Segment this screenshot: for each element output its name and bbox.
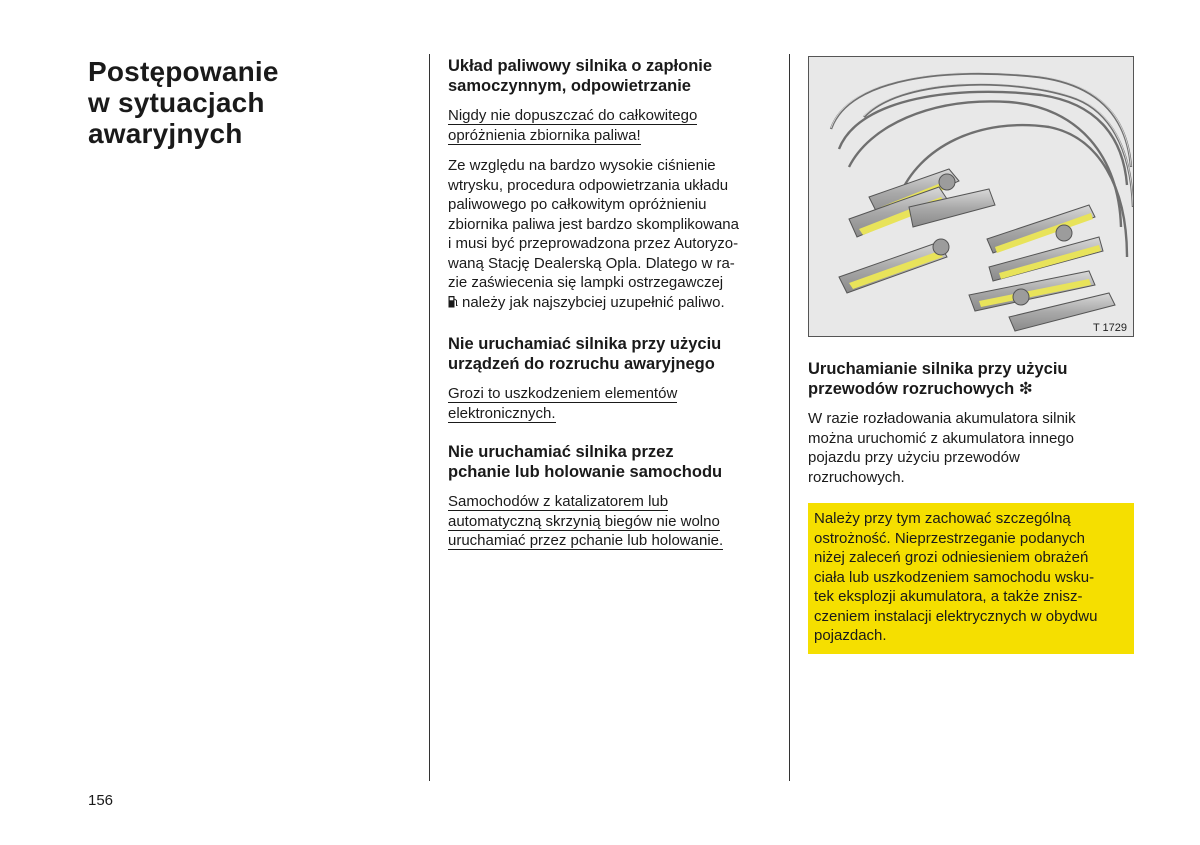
warning-line: uruchamiać przez pchanie lub holowanie. [448, 532, 724, 549]
middle-column [448, 56, 778, 551]
page-number: 156 [88, 792, 114, 809]
chapter-title-line: awaryjnych [88, 118, 243, 149]
jumper-cables-illustration [808, 56, 1134, 337]
body-line: wtrysku, procedura odpowietrzania układu [448, 176, 729, 194]
column-divider [429, 54, 430, 781]
body-line: można uruchomić z akumulatora innego [808, 429, 1074, 447]
notice-line: pojazdach. [814, 627, 887, 644]
body-line: rozruchowych. [808, 468, 905, 486]
heading-line: pchanie lub holowanie samochodu [448, 463, 723, 481]
no-push-start-heading [448, 442, 778, 482]
body-line: pojazdu przy użyciu przewodów [808, 449, 1020, 466]
notice-line: ostrożność. Nieprzestrzeganie podanych [814, 529, 1085, 547]
warning-line: automatyczną skrzynią biegów nie wolno [448, 512, 720, 530]
no-push-start-section [448, 442, 778, 551]
heading-line: samoczynnym, odpowietrzanie [448, 77, 691, 95]
fuel-system-warning [448, 106, 778, 145]
heading-line: przewodów rozruchowych ❇ [808, 380, 1033, 398]
chapter-title-line: Postępowanie [88, 56, 279, 87]
warning-line: Grozi to uszkodzeniem elementów [448, 385, 678, 402]
body-line-with-icon [448, 293, 778, 313]
jump-start-section [808, 359, 1134, 654]
no-emergency-start-heading [448, 334, 778, 374]
body-line: Ze względu na bardzo wysokie ciśnienie [448, 157, 716, 174]
heading-line: urządzeń do rozruchu awaryjnego [448, 355, 715, 373]
fuel-system-heading [448, 56, 778, 96]
heading-line: Układ paliwowy silnika o zapłonie [448, 57, 713, 75]
body-line: paliwowego po całkowitym opróżnieniu [448, 196, 707, 213]
body-line: zbiornika paliwa jest bardzo skomplikowana [448, 215, 739, 233]
notice-line: czeniem instalacji elektrycznych w obydwu [814, 607, 1098, 625]
notice-line: ciała lub uszkodzeniem samochodu wsku- [814, 568, 1095, 586]
jump-start-heading [808, 359, 1134, 399]
warning-line: Samochodów z katalizatorem lub [448, 493, 669, 510]
chapter-title-line: w sytuacjach [88, 87, 265, 118]
caution-notice-box [808, 503, 1134, 654]
no-emergency-start-section [448, 334, 778, 423]
fuel-system-section [448, 56, 778, 312]
body-line: i musi być przeprowadzona przez Autoryzo- [448, 235, 739, 252]
fuel-pump-icon [448, 295, 458, 308]
warning-line: Nigdy nie dopuszczać do całkowitego [448, 107, 698, 124]
no-emergency-start-warning [448, 384, 778, 423]
right-column [808, 56, 1134, 654]
body-line: waną Stację Dealerską Opla. Dlatego w ra- [448, 254, 735, 272]
chapter-title [88, 56, 408, 149]
body-line: W razie rozładowania akumulatora silnik [808, 410, 1076, 427]
warning-line: elektronicznych. [448, 404, 556, 422]
fuel-system-body [448, 156, 778, 312]
heading-line: Nie uruchamiać silnika przez [448, 443, 674, 461]
no-push-start-warning [448, 492, 778, 551]
warning-line: opróżnienia zbiornika paliwa! [448, 126, 641, 144]
column-divider [789, 54, 790, 781]
figure-code: T 1729 [1092, 322, 1127, 334]
notice-line: tek eksplozji akumulatora, a także znisz- [814, 588, 1083, 605]
jump-start-body [808, 409, 1134, 487]
heading-line: Nie uruchamiać silnika przy użyciu [448, 335, 722, 353]
notice-line: Należy przy tym zachować szczególną [814, 510, 1071, 527]
body-line: zie zaświecenia się lampki ostrzegawczej [448, 274, 724, 291]
body-line: należy jak najszybciej uzupełnić paliwo. [462, 293, 725, 311]
jumper-cables-drawing [809, 57, 1134, 337]
heading-line: Uruchamianie silnika przy użyciu [808, 360, 1068, 378]
notice-line: niżej zaleceń grozi odniesieniem obrażeń [814, 549, 1089, 566]
